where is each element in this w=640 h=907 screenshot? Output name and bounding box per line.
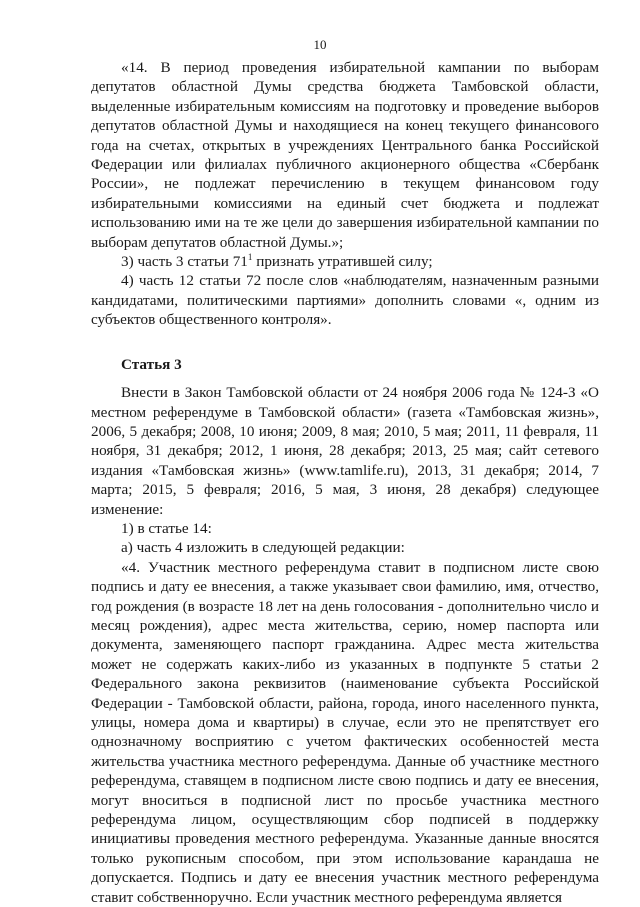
item-3-text-end: признать утратившей силу; xyxy=(252,253,433,271)
paragraph-item-1: 1) в статье 14: xyxy=(121,519,212,537)
page-number: 10 xyxy=(313,37,327,52)
paragraph-part-14: «14. В период проведения избирательной кампании по выборам депутатов областной Думы средства бюджета Тамбовской области, выделенные избирательным комиссиям на подготовку и проведение выборов депутатов областной Думы и находящиеся на конец текущего финансового года на счетах, открытых в учреждениях Центрального банка Российской Федерации или филиалах публичного акционерного общества «Сбербанк России», не подлежат перечислению в текущем финансовом году избирательными комиссиями на единый счет бюджета и подлежат использованию ими на те же цели до завершения избирательной кампании по выборам депутатов областной Думы.»; xyxy=(91,59,599,251)
paragraph-item-3 xyxy=(91,252,599,271)
superscript: 1 xyxy=(247,252,253,262)
paragraph-subitem-a: а) часть 4 изложить в следующей редакции: xyxy=(121,539,405,557)
paragraph-intro: Внести в Закон Тамбовской области от 24 ноября 2006 года № 124-З «О местном референдуме в Тамбовской области» (газета «Тамбовская жизнь», 2006, 5 декабря; 2008, 10 июня; 2009, 8 мая; 2010, 5 мая; 2011, 11 февраля, 11 ноября, 31 декабря; 2012, 1 июня, 28 декабря; 2013, 25 мая; сайт сетевого издания «Тамбовская жизнь» (www.tamlife.ru), 2013, 31 декабря; 2014, 7 марта; 2015, 5 февраля; 2016, 5 мая, 3 июня, 28 декабря) следующее изменение: xyxy=(91,384,599,518)
article-heading: Статья 3 xyxy=(121,355,182,373)
item-3-text: 3) часть 3 статьи 71 xyxy=(121,253,248,271)
paragraph-item-4: 4) часть 12 статьи 72 после слов «наблюдателям, назначенным разными кандидатами, политическими партиями» дополнить словами «, одним из субъектов общественного контроля». xyxy=(91,272,599,329)
document-body xyxy=(91,58,599,907)
paragraph-part-4: «4. Участник местного референдума ставит в подписном листе свою подпись и дату ее внесения, а также указывает свои фамилию, имя, отчество, год рождения (в возрасте 18 лет на день голосования - дополнительно число и месяц рождения), адрес места жительства, серию, номер паспорта или документа, заменяющего паспорт гражданина. Адрес места жительства может не содержать каких-либо из указанных в подпункте 5 статьи 2 Федерального закона реквизитов (наименование субъекта Российской Федерации - Тамбовской области, района, города, иного населенного пункта, улицы, номера дома и квартиры) в случае, если это не препятствует его однозначному восприятию с учетом фактических особенностей места жительства участника местного референдума. Данные об участнике местного референдума, ставящем в подписном листе свою подпись и дату ее внесения, могут вноситься в подписной лист по просьбе участника местного референдума лицом, осуществляющим сбор подписей в поддержку инициативы проведения местного референдума. Указанные данные вносятся только рукописным способом, при этом использование карандаша не допускается. Подпись и дату ее внесения участник местного референдума ставит собственноручно. Если участник местного референдума является xyxy=(91,558,599,906)
